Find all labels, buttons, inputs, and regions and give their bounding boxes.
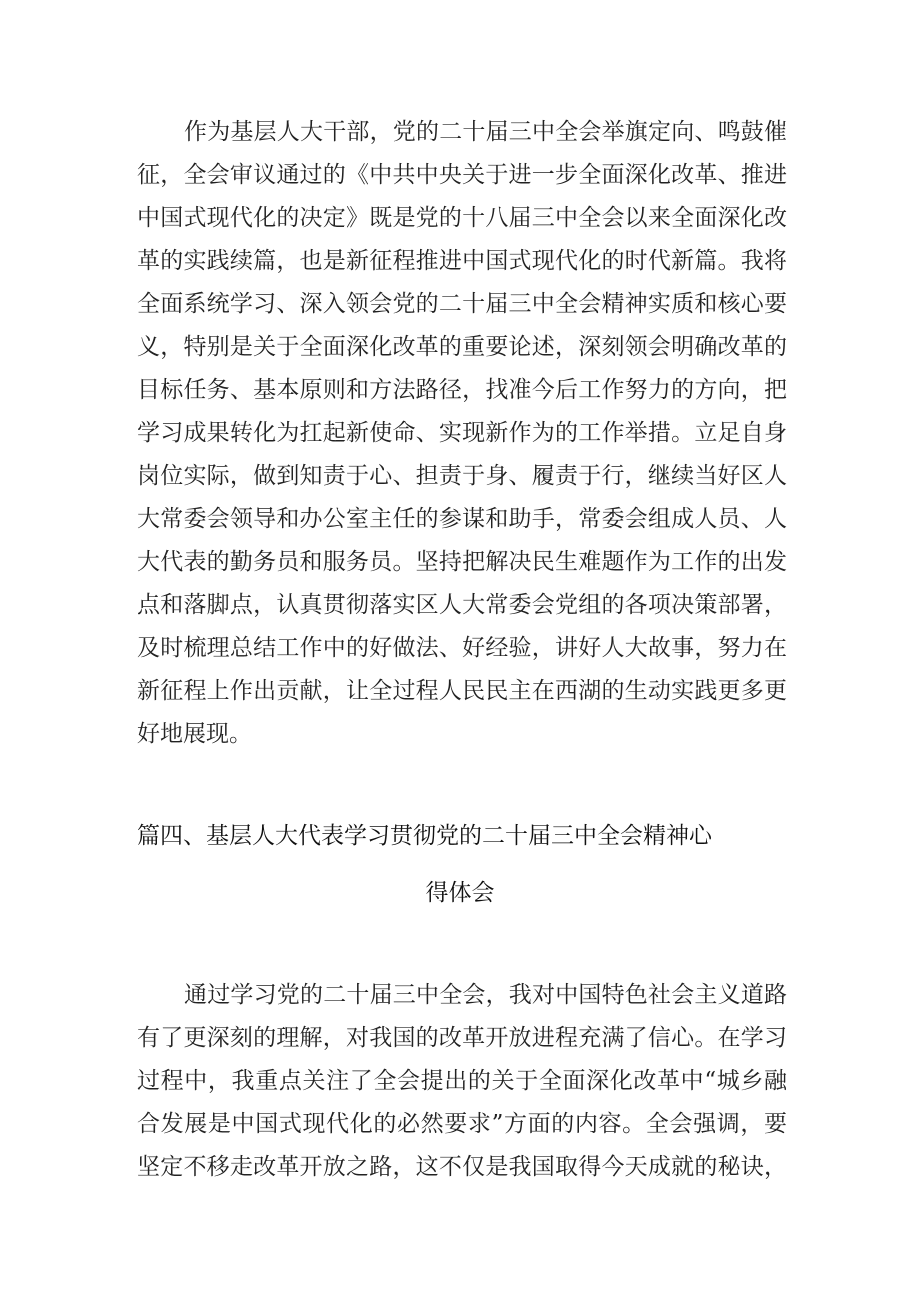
paragraph-line: 大代表的勤务员和服务员。坚持把解决民生难题作为工作的出发 <box>137 549 787 575</box>
paragraph-line: 革的实践续篇，也是新征程推进中国式现代化的时代新篇。我将 <box>137 248 787 274</box>
paragraph-line: 岗位实际，做到知责于心、担责于身、履责于行，继续当好区人 <box>137 463 787 489</box>
paragraph-line: 合发展是中国式现代化的必然要求”方面的内容。全会强调，要 <box>137 1111 787 1137</box>
paragraph-line: 及时梳理总结工作中的好做法、好经验，讲好人大故事，努力在 <box>137 635 787 661</box>
paragraph-line: 好地展现。 <box>137 721 252 747</box>
paragraph-line: 目标任务、基本原则和方法路径，找准今后工作努力的方向，把 <box>137 377 787 403</box>
paragraph-line: 征，全会审议通过的《中共中央关于进一步全面深化改革、推进 <box>137 162 787 188</box>
paragraph-line: 学习成果转化为扛起新使命、实现新作为的工作举措。立足自身 <box>137 420 787 446</box>
paragraph-line: 作为基层人大干部，党的二十届三中全会举旗定向、鸣鼓催 <box>184 119 787 145</box>
paragraph-line: 通过学习党的二十届三中全会，我对中国特色社会主义道路 <box>184 982 787 1008</box>
section-heading-continued: 得体会 <box>425 880 495 906</box>
section-heading: 篇四、基层人大代表学习贯彻党的二十届三中全会精神心 <box>137 823 712 849</box>
paragraph-line: 点和落脚点，认真贯彻落实区人大常委会党组的各项决策部署， <box>137 592 787 618</box>
paragraph-line: 大常委会领导和办公室主任的参谋和助手，常委会组成人员、人 <box>137 506 787 532</box>
paragraph-line: 有了更深刻的理解，对我国的改革开放进程充满了信心。在学习 <box>137 1025 787 1051</box>
paragraph-line: 新征程上作出贡献，让全过程人民民主在西湖的生动实践更多更 <box>137 678 787 704</box>
paragraph-line: 中国式现代化的决定》既是党的十八届三中全会以来全面深化改 <box>137 205 787 231</box>
paragraph-line: 全面系统学习、深入领会党的二十届三中全会精神实质和核心要 <box>137 291 787 317</box>
paragraph-line: 义，特别是关于全面深化改革的重要论述，深刻领会明确改革的 <box>137 334 787 360</box>
paragraph-line: 坚定不移走改革开放之路，这不仅是我国取得今天成就的秘诀， <box>137 1154 787 1180</box>
paragraph-line: 过程中，我重点关注了全会提出的关于全面深化改革中“城乡融 <box>137 1068 787 1094</box>
